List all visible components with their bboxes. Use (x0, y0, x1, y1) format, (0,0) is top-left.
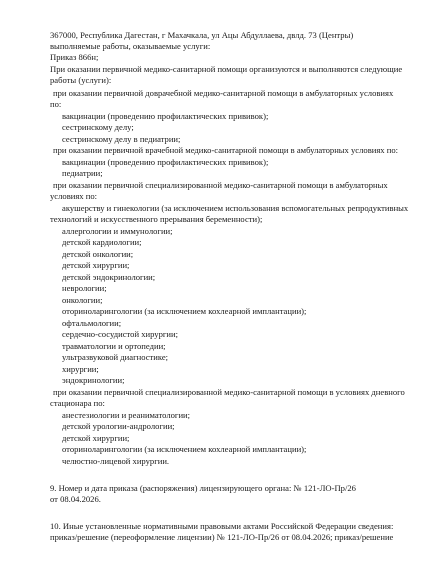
item-9-date: от 08.04.2026. (50, 494, 101, 504)
order-ref: Приказ 866н; (50, 52, 99, 62)
list-item: ультразвуковой диагностике; (62, 352, 169, 362)
list-item: акушерству и гинекологии (за исключением использования вспомогательных репродуктивных (62, 203, 409, 213)
works-heading: выполняемые работы, оказываемые услуги: (50, 41, 211, 51)
list-item: онкологии; (62, 295, 103, 305)
list-item: хирургии; (62, 364, 99, 374)
text-line: При оказании первичной медико-санитарной помощи организуются и выполняются следующие (50, 64, 403, 74)
list-item: челюстно-лицевой хирургии. (62, 456, 170, 466)
section-heading: при оказании первичной врачебной медико-санитарной помощи в амбулаторных условиях по: (53, 145, 399, 155)
list-item: офтальмологии; (62, 318, 122, 328)
list-item: детской хирургии; (62, 260, 130, 270)
list-item: сестринскому делу; (62, 122, 134, 132)
text-line: по: (50, 99, 62, 109)
section-heading: при оказании первичной доврачебной медико-санитарной помощи в амбулаторных условиях (53, 88, 394, 98)
text-line: работы (услуги): (50, 75, 112, 85)
item-10-heading: 10. Иные установленные нормативными правовыми актами Российской Федерации сведения: (50, 521, 394, 531)
item-9-order: 9. Номер и дата приказа (распоряжения) лицензирующего органа: № 121-ЛО-Пр/26 (50, 483, 356, 493)
list-item: анестезиологии и реаниматологии; (62, 410, 191, 420)
list-item: сестринскому делу в педиатрии; (62, 134, 181, 144)
list-item: оториноларингологии (за исключением кохлеарной имплантации); (62, 444, 307, 454)
section-heading: при оказании первичной специализированной медико-санитарной помощи в амбулаторных (53, 180, 388, 190)
list-item: вакцинации (проведению профилактических прививок); (62, 157, 269, 167)
address-line: 367000, Республика Дагестан, г Махачкала, ул Ацы Абдуллаева, двлд. 73 (Центры) (50, 30, 354, 40)
text-line: условиях по: (50, 191, 98, 201)
list-item: детской кардиологии; (62, 237, 142, 247)
list-item: травматологии и ортопедии; (62, 341, 166, 351)
section-heading: при оказании первичной специализированной медико-санитарной помощи в условиях дневного (53, 387, 405, 397)
text-line: стационара по: (50, 398, 105, 408)
list-item: детской хирургии; (62, 433, 130, 443)
list-item: сердечно-сосудистой хирургии; (62, 329, 179, 339)
list-item: педиатрии; (62, 168, 103, 178)
list-item: оториноларингологии (за исключением кохлеарной имплантации); (62, 306, 307, 316)
list-item: вакцинации (проведению профилактических прививок); (62, 111, 269, 121)
list-item: эндокринологии; (62, 375, 125, 385)
item-10-text: приказ/решение (переоформление лицензии) № 121-ЛО-Пр/26 от 08.04.2026; приказ/решение (50, 532, 394, 542)
text-line: технологий и искусственного прерывания беременности); (50, 214, 263, 224)
list-item: детской урологии-андрологии; (62, 421, 175, 431)
list-item: детской эндокринологии; (62, 272, 156, 282)
list-item: неврологии; (62, 283, 107, 293)
list-item: детской онкологии; (62, 249, 134, 259)
list-item: аллергологии и иммунологии; (62, 226, 173, 236)
